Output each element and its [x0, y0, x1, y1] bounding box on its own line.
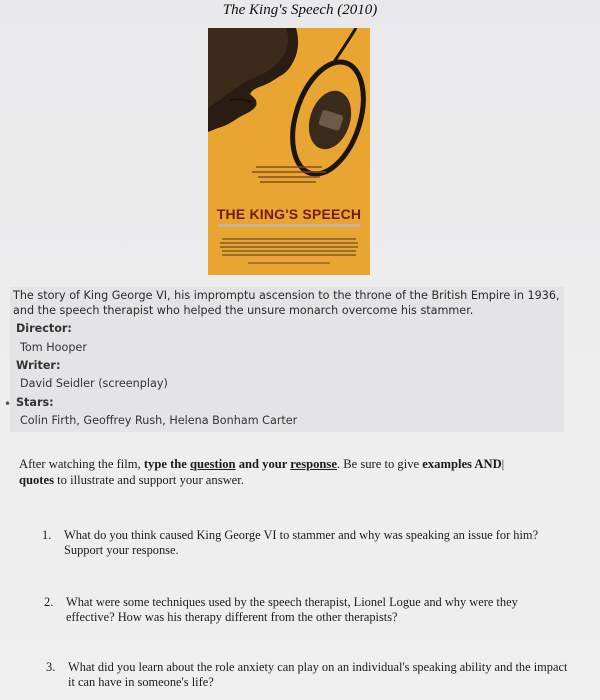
instructions-bold-and-your: and your [235, 457, 291, 471]
director-value: Tom Hooper [20, 341, 87, 354]
director-label: Director: [16, 322, 72, 335]
film-summary: The story of King George VI, his impromptu ascension to the throne of the British Empire in 1936, and the speech therapist who helped the unsure monarch overcome his stammer. [13, 289, 560, 317]
instructions-bold-quotes: quotes [19, 473, 54, 487]
text-cursor: | [501, 457, 505, 471]
stars-value: Colin Firth, Geoffrey Rush, Helena Bonham Carter [20, 414, 298, 427]
question-text: What do you think caused King George VI to stammer and why was speaking an issue for him? Support your response. [64, 528, 539, 557]
writer-label: Writer: [16, 359, 61, 372]
instructions-text-end: to illustrate and support your answer. [54, 473, 244, 487]
question-number: 3. [46, 660, 56, 674]
instructions-question-underlined: question [190, 457, 236, 471]
question-number: 1. [42, 528, 52, 542]
film-info-block [10, 287, 564, 432]
poster-artwork [208, 28, 370, 275]
instructions-text-be-sure: . Be sure to give [336, 457, 423, 471]
bullet-dot: • [4, 397, 12, 411]
question-number: 2. [44, 595, 54, 609]
question-text: What were some techniques used by the speech therapist, Lionel Logue and why were they effective? How was his therapy different from the other therapists? [66, 595, 518, 624]
instructions-response-underlined: response [290, 457, 337, 471]
movie-poster [208, 28, 370, 275]
poster-title: THE KING'S SPEECH [216, 206, 362, 222]
instructions-bold-examples: examples AND [422, 457, 502, 471]
writer-value: David Seidler (screenplay) [20, 377, 168, 390]
instructions-text: After watching the film, [19, 457, 144, 471]
instructions-bold-type: type the [143, 457, 187, 471]
document-title: The King's Speech (2010) [222, 2, 378, 18]
question-text: What did you learn about the role anxiety can play on an individual's speaking ability and the impact it can have in someone's life? [68, 660, 568, 689]
assignment-instructions [19, 456, 579, 488]
stars-label: Stars: [16, 396, 54, 409]
